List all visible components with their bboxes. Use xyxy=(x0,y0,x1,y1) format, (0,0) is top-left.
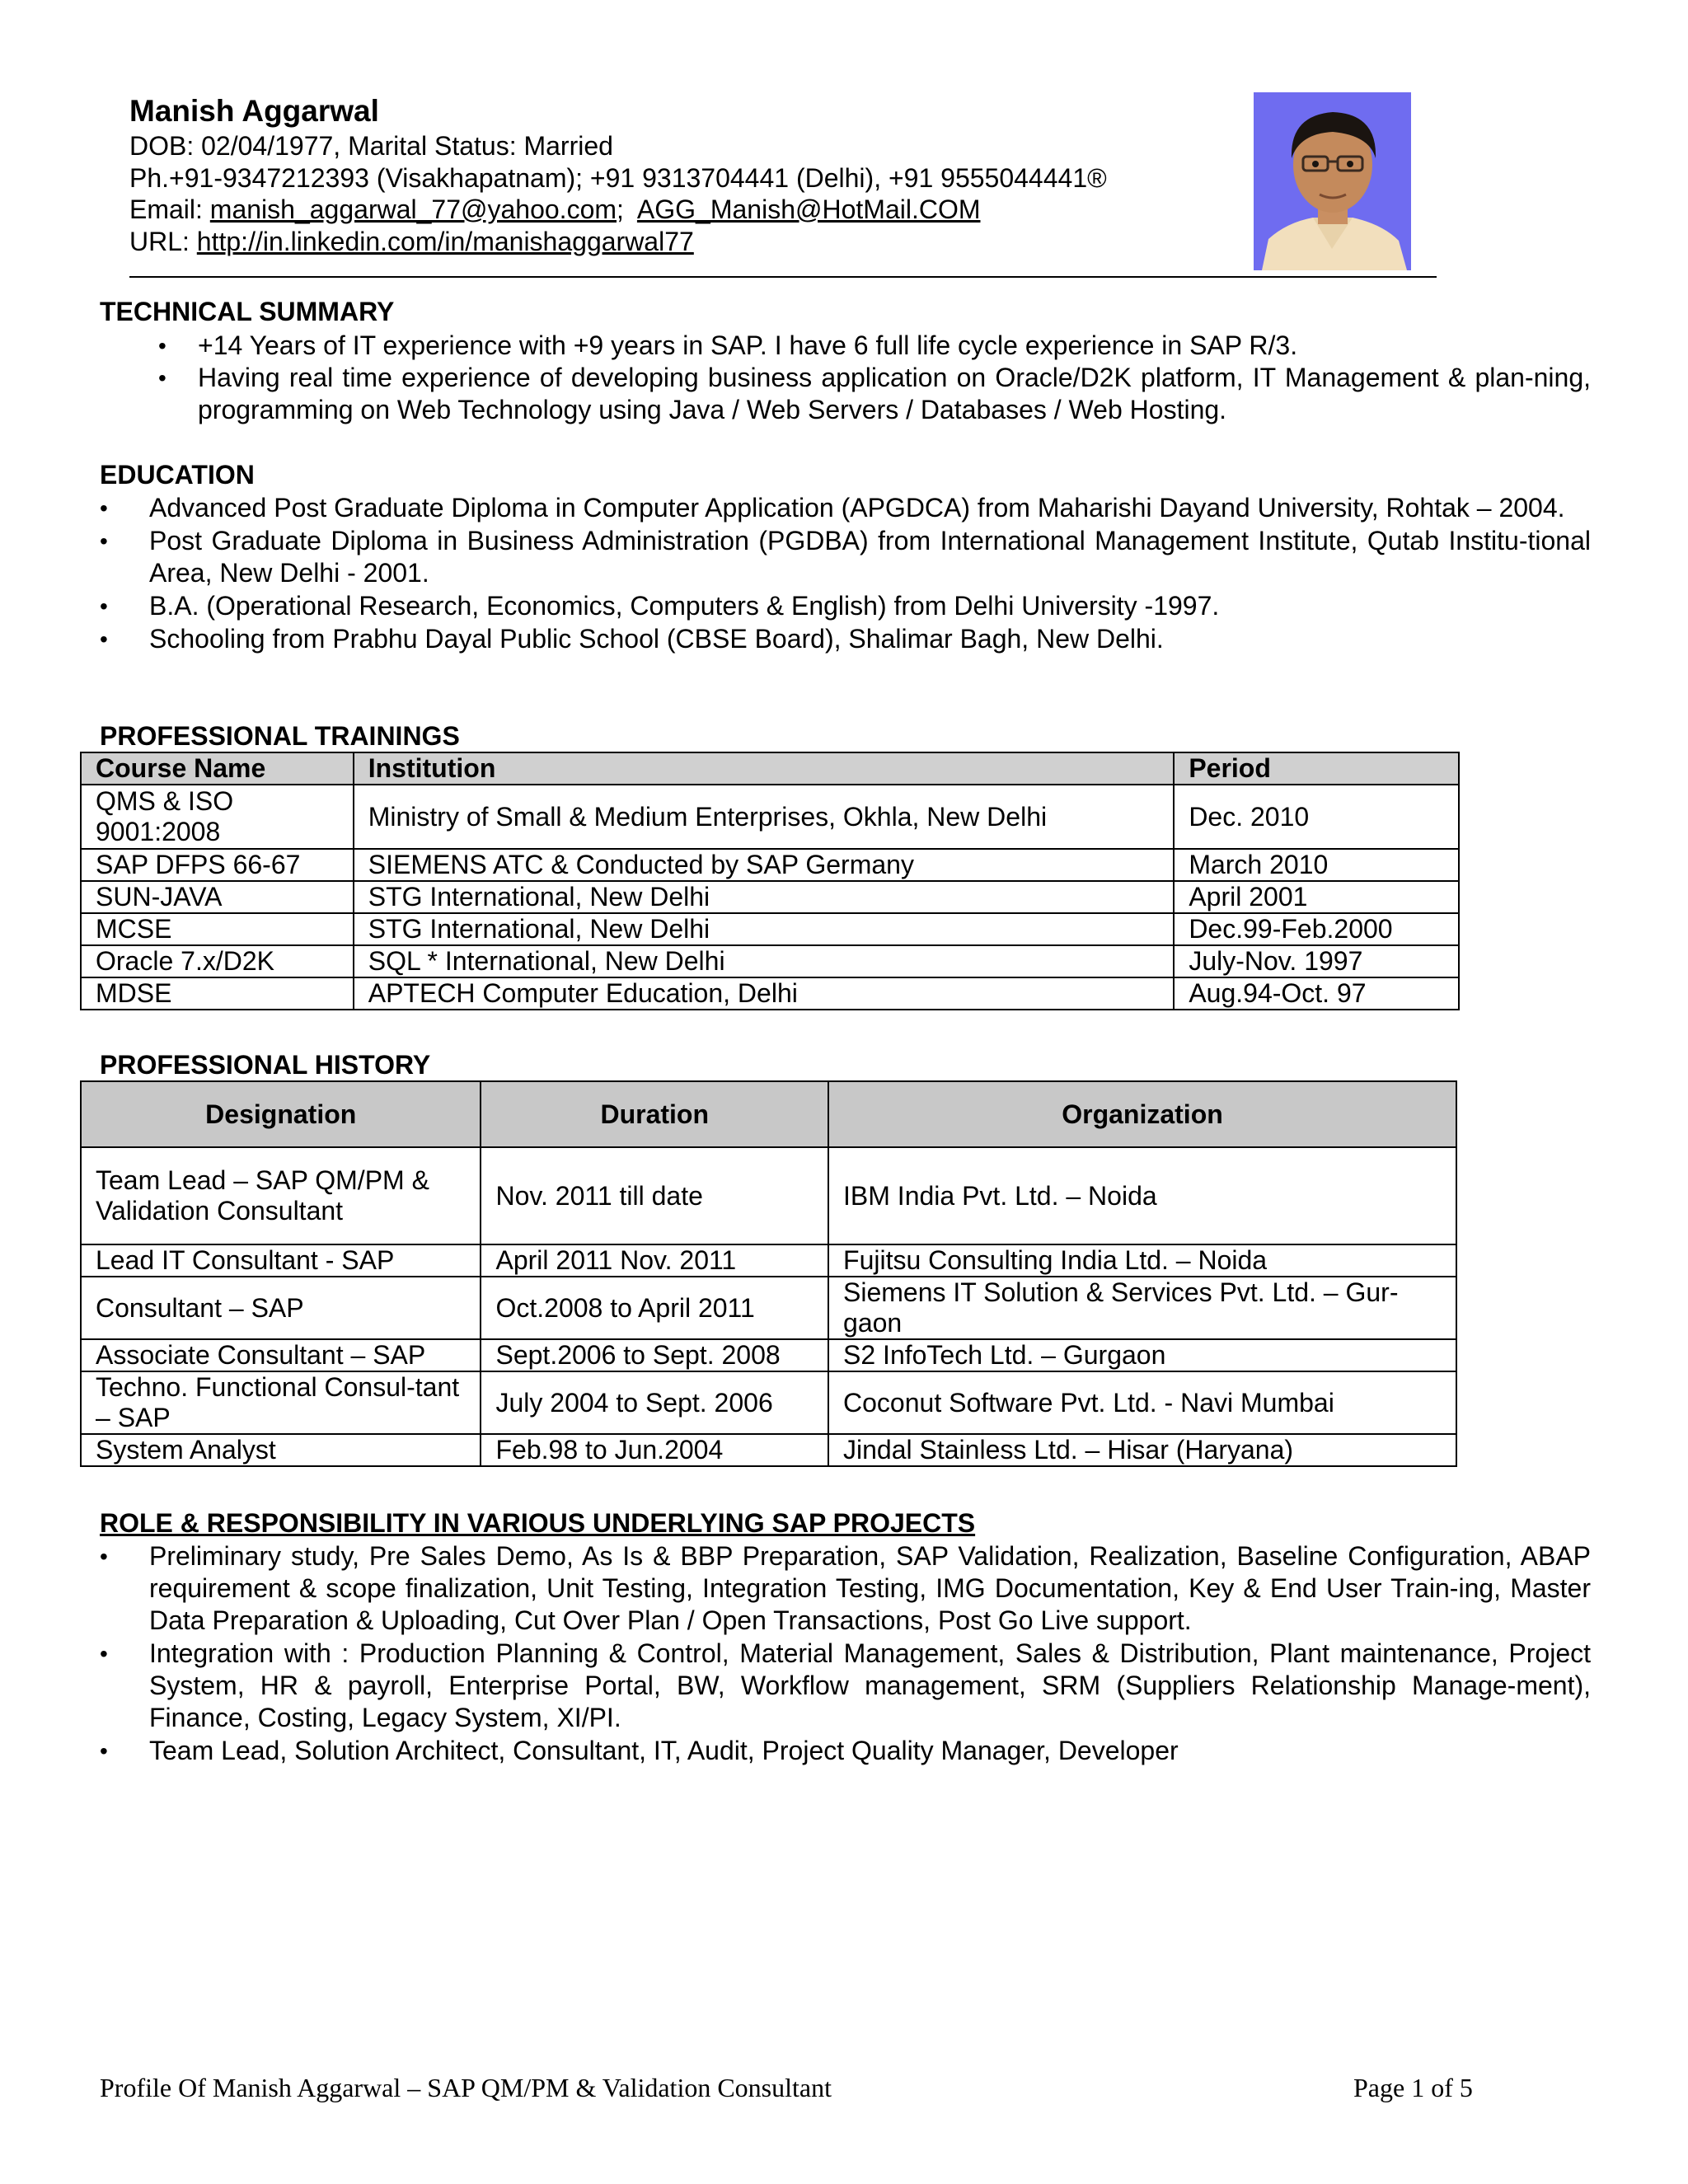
table-cell: Nov. 2011 till date xyxy=(481,1147,828,1244)
table-header-row xyxy=(81,752,1459,785)
table-row xyxy=(81,1147,1456,1244)
table-cell: March 2010 xyxy=(1174,849,1459,881)
list-item-text: Preliminary study, Pre Sales Demo, As Is & BBP Preparation, SAP Validation, Realization, Baseline Configuration, ABAP requirement & scope finalization, Unit Testing, Integration Testing, IMG Documentation, Key & End User Train-ing, Master Data Preparation & Uploading, Cut Over Plan / Open Transactions, Post Go Live support. xyxy=(149,1541,1591,1635)
header-divider xyxy=(129,276,1437,278)
table-cell: Techno. Functional Consul-tant – SAP xyxy=(81,1371,481,1434)
table-header-row xyxy=(81,1081,1456,1147)
table-cell: Fujitsu Consulting India Ltd. – Noida xyxy=(828,1244,1456,1277)
dob-line: DOB: 02/04/1977, Marital Status: Married xyxy=(129,131,613,161)
table-cell: STG International, New Delhi xyxy=(354,881,1175,913)
table-cell: SQL * International, New Delhi xyxy=(354,945,1175,977)
list-item-text: Having real time experience of developing business application on Oracle/D2K platform, IT Management & plan-ning, programming on Web Technology using Java / Web Servers / Databases / Web Hosting. xyxy=(198,363,1591,424)
table-cell: April 2011 Nov. 2011 xyxy=(481,1244,828,1277)
column-header: Institution xyxy=(354,752,1175,785)
table-cell: APTECH Computer Education, Delhi xyxy=(354,977,1175,1010)
table-cell: Oct.2008 to April 2011 xyxy=(481,1277,828,1339)
list-item-text: Schooling from Prabhu Dayal Public School (CBSE Board), Shalimar Bagh, New Delhi. xyxy=(149,624,1164,654)
bullet-icon: • xyxy=(158,365,166,391)
email-label: Email: xyxy=(129,194,210,224)
bullet-icon: • xyxy=(100,528,108,554)
contact-header xyxy=(129,92,1242,257)
table-row xyxy=(81,977,1459,1010)
column-header: Organization xyxy=(828,1081,1456,1147)
list-item xyxy=(100,590,1591,622)
list-item xyxy=(100,525,1591,589)
table-cell: Aug.94-Oct. 97 xyxy=(1174,977,1459,1010)
column-header: Course Name xyxy=(81,752,354,785)
table-cell: QMS & ISO 9001:2008 xyxy=(81,785,354,849)
table-cell: SAP DFPS 66-67 xyxy=(81,849,354,881)
list-item xyxy=(100,1638,1591,1734)
table-cell: SIEMENS ATC & Conducted by SAP Germany xyxy=(354,849,1175,881)
list-item-text: Advanced Post Graduate Diploma in Computer Application (APGDCA) from Maharishi Dayand University, Rohtak – 2004. xyxy=(149,493,1565,523)
table-row xyxy=(81,785,1459,849)
footer-page-number: Page 1 of 5 xyxy=(1353,2073,1473,2102)
table-cell: Siemens IT Solution & Services Pvt. Ltd. – Gur-gaon xyxy=(828,1277,1456,1339)
candidate-name: Manish Aggarwal xyxy=(129,94,379,128)
table-cell: STG International, New Delhi xyxy=(354,913,1175,945)
table-row xyxy=(81,1244,1456,1277)
list-item-text: +14 Years of IT experience with +9 years in SAP. I have 6 full life cycle experience in SAP R/3. xyxy=(198,330,1298,360)
table-cell: Coconut Software Pvt. Ltd. - Navi Mumbai xyxy=(828,1371,1456,1434)
bullet-icon: • xyxy=(100,1738,108,1764)
list-item-text: Integration with : Production Planning & Control, Material Management, Sales & Distribution, Plant maintenance, Project System, HR & payroll, Enterprise Portal, BW, Workflow management, SRM (Suppliers Relationship Manage-ment), Finance, Costing, Legacy System, XI/PI. xyxy=(149,1638,1591,1732)
education-list xyxy=(100,492,1591,656)
trainings-heading: PROFESSIONAL TRAININGS xyxy=(100,721,460,751)
table-row xyxy=(81,1371,1456,1434)
list-item-text: B.A. (Operational Research, Economics, Computers & English) from Delhi University -1997. xyxy=(149,591,1220,621)
bullet-icon: • xyxy=(100,1544,108,1569)
table-cell: April 2001 xyxy=(1174,881,1459,913)
column-header: Duration xyxy=(481,1081,828,1147)
bullet-icon: • xyxy=(100,593,108,619)
table-cell: Dec. 2010 xyxy=(1174,785,1459,849)
roles-heading: ROLE & RESPONSIBILITY IN VARIOUS UNDERLYING SAP PROJECTS xyxy=(100,1508,976,1538)
roles-list xyxy=(100,1540,1591,1768)
footer-profile-title: Profile Of Manish Aggarwal – SAP QM/PM & Validation Consultant xyxy=(100,2073,832,2102)
column-header: Period xyxy=(1174,752,1459,785)
list-item xyxy=(100,1540,1591,1637)
table-row xyxy=(81,849,1459,881)
table-cell: S2 InfoTech Ltd. – Gurgaon xyxy=(828,1339,1456,1371)
table-cell: Dec.99-Feb.2000 xyxy=(1174,913,1459,945)
table-cell: Oracle 7.x/D2K xyxy=(81,945,354,977)
table-cell: Consultant – SAP xyxy=(81,1277,481,1339)
profile-photo xyxy=(1254,92,1411,270)
list-item xyxy=(100,623,1591,655)
education-heading: EDUCATION xyxy=(100,460,255,490)
linkedin-link[interactable]: http://in.linkedin.com/in/manishaggarwal77 xyxy=(196,226,694,256)
bullet-icon: • xyxy=(100,1641,108,1666)
table-cell: Sept.2006 to Sept. 2008 xyxy=(481,1339,828,1371)
technical-summary-list xyxy=(158,330,1591,426)
list-item-text: Team Lead, Solution Architect, Consultant, IT, Audit, Project Quality Manager, Developer xyxy=(149,1736,1179,1765)
column-header: Designation xyxy=(81,1081,481,1147)
history-heading: PROFESSIONAL HISTORY xyxy=(100,1050,431,1080)
phone-line: Ph.+91-9347212393 (Visakhapatnam); +91 9313704441 (Delhi), +91 9555044441® xyxy=(129,162,1107,193)
table-cell: SUN-JAVA xyxy=(81,881,354,913)
table-cell: July-Nov. 1997 xyxy=(1174,945,1459,977)
email-link-yahoo[interactable]: manish_aggarwal_77@yahoo.com xyxy=(209,194,617,224)
table-cell: IBM India Pvt. Ltd. – Noida xyxy=(828,1147,1456,1244)
table-cell: System Analyst xyxy=(81,1434,481,1466)
table-cell: Team Lead – SAP QM/PM & Validation Consultant xyxy=(81,1147,481,1244)
bullet-icon: • xyxy=(158,333,166,359)
history-table xyxy=(80,1080,1457,1467)
email-line xyxy=(129,194,1242,226)
table-cell: Lead IT Consultant - SAP xyxy=(81,1244,481,1277)
table-cell: Ministry of Small & Medium Enterprises, Okhla, New Delhi xyxy=(354,785,1175,849)
table-row xyxy=(81,1339,1456,1371)
email-separator: ; xyxy=(617,194,637,224)
table-cell: MDSE xyxy=(81,977,354,1010)
url-line xyxy=(129,226,1242,258)
table-cell: MCSE xyxy=(81,913,354,945)
technical-summary-heading: TECHNICAL SUMMARY xyxy=(100,297,395,326)
bullet-icon: • xyxy=(100,495,108,521)
table-cell: Feb.98 to Jun.2004 xyxy=(481,1434,828,1466)
list-item xyxy=(158,362,1591,426)
table-cell: Jindal Stainless Ltd. – Hisar (Haryana) xyxy=(828,1434,1456,1466)
url-label: URL: xyxy=(129,226,197,256)
bullet-icon: • xyxy=(100,626,108,652)
list-item xyxy=(158,330,1591,362)
trainings-table xyxy=(80,752,1460,1010)
table-row xyxy=(81,1434,1456,1466)
list-item-text: Post Graduate Diploma in Business Administration (PGDBA) from International Management Institute, Qutab Institu-tional Area, New Delhi - 2001. xyxy=(149,526,1591,588)
table-row xyxy=(81,945,1459,977)
list-item xyxy=(100,492,1591,524)
table-row xyxy=(81,1277,1456,1339)
list-item xyxy=(100,1735,1591,1767)
portrait-image xyxy=(1254,92,1411,270)
table-row xyxy=(81,881,1459,913)
table-cell: Associate Consultant – SAP xyxy=(81,1339,481,1371)
table-cell: July 2004 to Sept. 2006 xyxy=(481,1371,828,1434)
table-row xyxy=(81,913,1459,945)
email-link-hotmail[interactable]: AGG_Manish@HotMail.COM xyxy=(636,194,981,224)
